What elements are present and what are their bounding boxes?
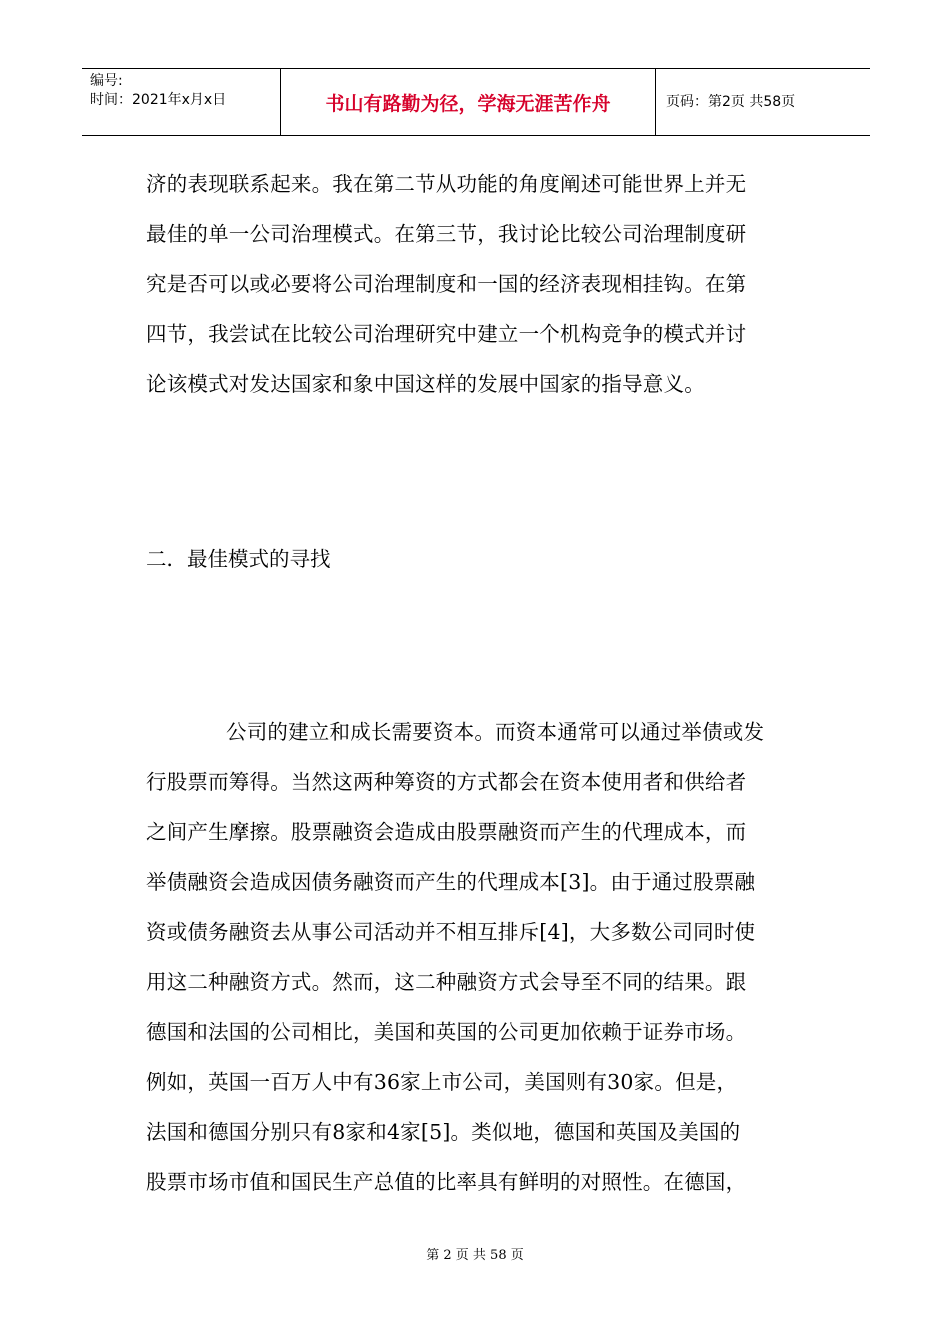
paragraph-line: 济的表现联系起来。我在第二节从功能的角度阐述可能世界上并无 <box>146 172 747 196</box>
page-footer: 第 2 页 共 58 页 <box>426 1248 524 1263</box>
paragraph-line: 法国和德国分别只有8家和4家[5]。类似地，德国和英国及美国的 <box>146 1120 741 1144</box>
paragraph-line: 最佳的单一公司治理模式。在第三节，我讨论比较公司治理制度研 <box>146 222 747 246</box>
paragraph-line: 之间产生摩擦。股票融资会造成由股票融资而产生的代理成本，而 <box>146 820 747 844</box>
header-page-cell <box>656 69 870 135</box>
document-number-label: 编号: <box>90 73 123 89</box>
header-motto: 书山有路勤为径，学海无涯苦作舟 <box>325 93 611 115</box>
paragraph-line: 公司的建立和成长需要资本。而资本通常可以通过举债或发 <box>226 720 765 744</box>
paragraph-line: 四节，我尝试在比较公司治理研究中建立一个机构竞争的模式并讨 <box>146 322 747 346</box>
paragraph-line: 资或债务融资去从事公司活动并不相互排斥[4]，大多数公司同时使 <box>146 920 756 944</box>
paragraph-line: 举债融资会造成因债务融资而产生的代理成本[3]。由于通过股票融 <box>146 870 756 894</box>
paragraph-line: 例如，英国一百万人中有36家上市公司，美国则有30家。但是， <box>146 1070 738 1094</box>
header-page-info: 页码：第2页 共58页 <box>666 94 796 110</box>
page-header <box>82 68 870 136</box>
document-time-label: 时间：2021年x月x日 <box>90 92 227 108</box>
paragraph-line: 论该模式对发达国家和象中国这样的发展中国家的指导意义。 <box>146 372 705 396</box>
header-motto-cell <box>281 69 656 135</box>
paragraph-line: 股票市场市值和国民生产总值的比率具有鲜明的对照性。在德国， <box>146 1170 747 1194</box>
paragraph-line: 用这二种融资方式。然而，这二种融资方式会导至不同的结果。跟 <box>146 970 747 994</box>
paragraph-line: 究是否可以或必要将公司治理制度和一国的经济表现相挂钩。在第 <box>146 272 747 296</box>
paragraph-line: 德国和法国的公司相比，美国和英国的公司更加依赖于证券市场。 <box>146 1020 747 1044</box>
header-meta-cell <box>82 69 281 135</box>
section-heading: 二．最佳模式的寻找 <box>146 547 331 571</box>
paragraph-line: 行股票而筹得。当然这两种筹资的方式都会在资本使用者和供给者 <box>146 770 747 794</box>
